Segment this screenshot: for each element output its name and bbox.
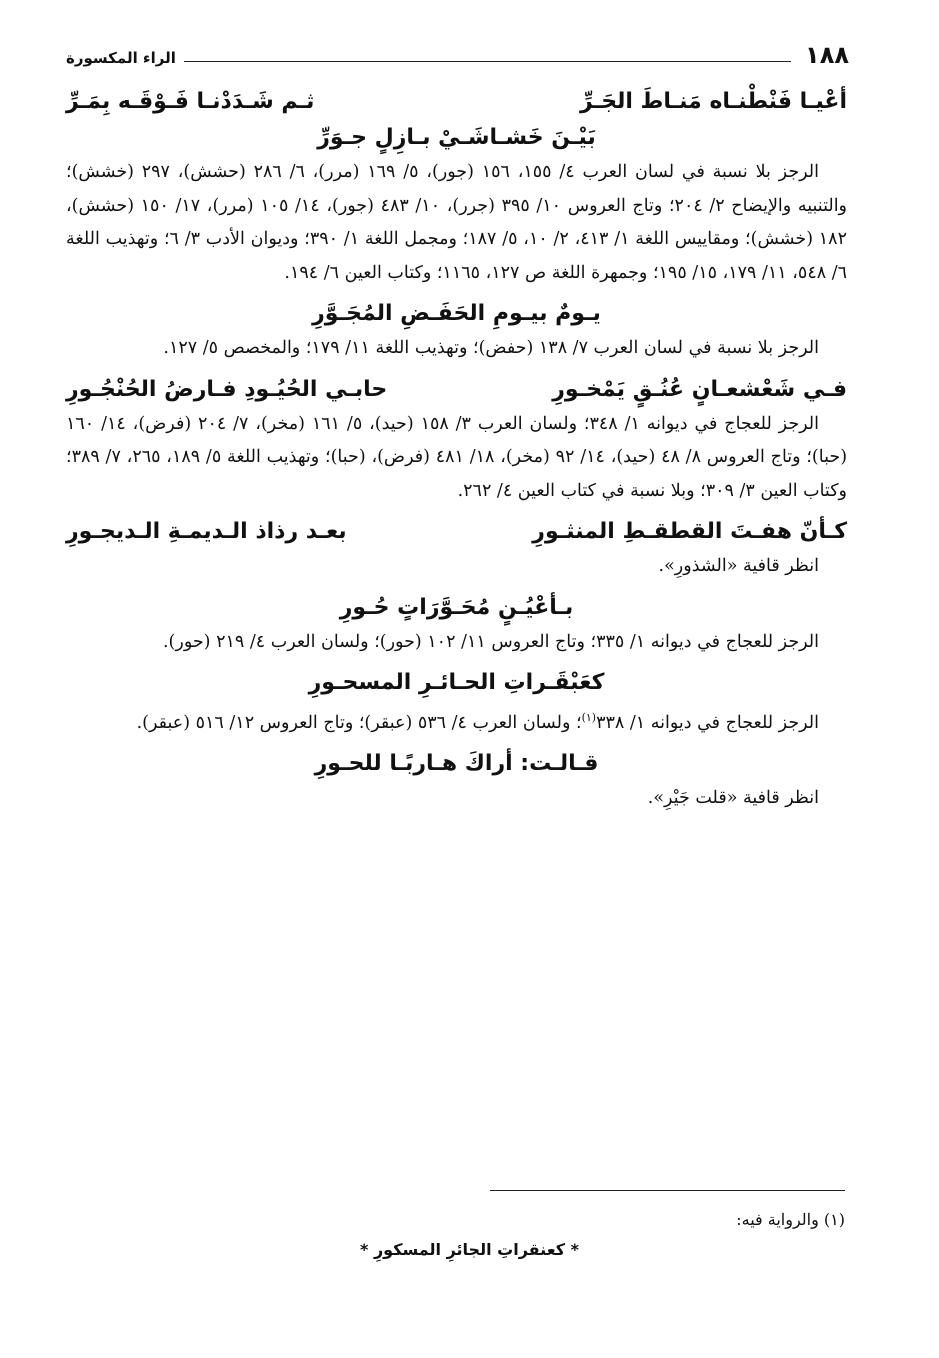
citation-paragraph: الرجز للعجاج في ديوانه ١/ ٣٣٥؛ وتاج العروس ١١/ ١٠٢ (حور)؛ ولسان العرب ٤/ ٢١٩ (حور). xyxy=(162,631,819,652)
hemistich-first: كـأنّ هفـتَ القطقـطِ المنثـورِ xyxy=(532,519,847,544)
hemistich-first: أعْيـا فَنْطْنـاه مَنـاطَ الجَـرِّ xyxy=(580,89,847,114)
page-body xyxy=(66,84,847,816)
citation-paragraph: الرجز بلا نسبة في لسان العرب ٧/ ١٣٨ (حفض)؛ وتهذيب اللغة ١١/ ١٧٩؛ والمخصص ٥/ ١٢٧. xyxy=(163,338,819,358)
page-number: ١٨٨ xyxy=(805,41,849,69)
footnote-verse: * كعنقراتِ الجائرِ المسكورِ * xyxy=(360,1240,579,1259)
page-header xyxy=(66,38,849,68)
citation-text: الرجز للعجاج في ديوانه ١/ ٣٣٨ xyxy=(596,712,819,733)
header-rule xyxy=(184,61,791,62)
verse-line: يـومٌ بيـومِ الحَفَـضِ المُجَـوَّرِ xyxy=(312,301,601,326)
footnote-rule xyxy=(490,1190,845,1191)
running-title: الراء المكسورة xyxy=(66,49,176,67)
hemistich-first: فـي شَعْشعـانٍ عُنُـقٍ يَمْخـورِ xyxy=(552,376,847,402)
verse-line: بَيْـنَ خَشـاشَـيْ بـازِلٍ جـوَرِّ xyxy=(317,125,596,150)
verse-line xyxy=(66,514,847,550)
hemistich-second: بعـد رذاذ الـديمـةِ الـديجـورِ xyxy=(66,519,347,544)
citation-paragraph: الرجز للعجاج في ديوانه ١/ ٣٤٨؛ ولسان العرب ٣/ ١٥٨ (حيد)، ٥/ ١٦١ (مخر)، ٧/ ٢٠٤ (فرض)، ١٤/ ١٦٠ (حبا)؛ وتاج العروس ٨/ ٤٨ (حيد)، ١٤/ ٩٢ (مخر)، ١٨/ ٤٨١ (فرض)، (حبا)؛ وتهذيب اللغة ٥/ ١٨٩، ٢٦٥، ٧/ ٣٨٩؛ وكتاب العين ٣/ ٣٠٩؛ وبلا نسبة في كتاب العين ٤/ ٢٦٢. xyxy=(66,413,848,501)
footnote-label: (١) والرواية فيه: xyxy=(736,1210,845,1229)
cross-reference: انظر قافية «الشذورِ». xyxy=(658,556,819,576)
verse-line: قـالـت: أراكَ هـاربًـا للحـورِ xyxy=(314,751,599,777)
citation-paragraph xyxy=(66,701,847,740)
verse-line: كعَبْقَـراتِ الحـائـرِ المسحـورِ xyxy=(308,670,605,695)
hemistich-second: حابـي الحُيُـودِ فـارضُ الحُنْجُـورِ xyxy=(66,376,388,402)
verse-line xyxy=(66,84,847,120)
citation-paragraph: الرجز بلا نسبة في لسان العرب ٤/ ١٥٥، ١٥٦ (جور)، ٥/ ١٦٩ (مرر)، ٦/ ٢٨٦ (حشش)، ٢٩٧ (خشش)؛ والتنبيه والإيضاح ٢/ ٢٠٤؛ وتاج العروس ١٠/ ٣٩٥ (جرر)، ١٠/ ٤٨٣ (جور)، ١٤/ ١٠٥ (مرر)، ١٧/ ١٥٠ (حشش)، ١٨٢ (خشش)؛ ومقاييس اللغة ١/ ٤١٣، ٢/ ١٠، ٥/ ١٨٧؛ ومجمل اللغة ١/ ٣٩٠؛ وديوان الأدب ٣/ ٦؛ وتهذيب اللغة ٦/ ٥٤٨، ١١/ ١٧٩، ١٥/ ١٩٥؛ وجمهرة اللغة ص ١٢٧، ١١٦٥؛ وكتاب العين ٦/ ١٩٤. xyxy=(66,162,848,283)
hemistich-second: ثـم شَـدَدْنـا فَـوْقَـه بِمَـرِّ xyxy=(66,89,315,114)
verse-line: بـأعْيُـنٍ مُحَـوَّرَاتٍ حُـورِ xyxy=(339,594,574,620)
verse-line xyxy=(66,372,847,408)
citation-text: ؛ ولسان العرب ٤/ ٥٣٦ (عبقر)؛ وتاج العروس ١٢/ ٥١٦ (عبقر). xyxy=(136,712,582,733)
cross-reference: انظر قافية «قلت جَيْرِ». xyxy=(647,788,819,809)
footnote-marker[interactable]: (١) xyxy=(581,711,597,724)
